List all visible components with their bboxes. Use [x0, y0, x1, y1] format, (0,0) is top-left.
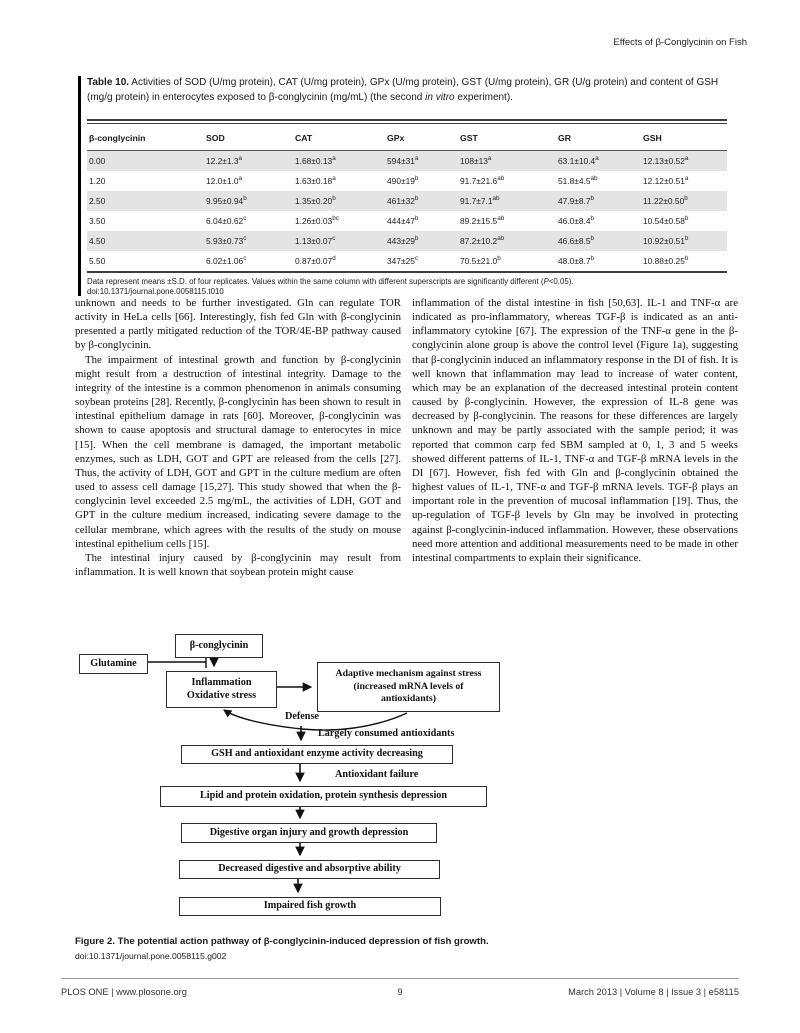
table-footnote: Data represent means ±S.D. of four replicates. Values within the same column with different superscripts are significantly different (P<0.05). [87, 277, 574, 286]
col-header-dose: β-conglycinin [87, 124, 204, 151]
paragraph: unknown and needs to be further investigated. Gln can regulate TOR activity in HeLa cells [66]. Interestingly, fish fed Gln with β-conglycinin presented a partly mitigated reduction of the TOR/4E-BP pathway caused by β-conglycinin. [75, 297, 401, 352]
box-glutamine: Glutamine [79, 654, 148, 674]
paragraph: The impairment of intestinal growth and function by β-conglycinin might result from a destruction of intestinal integrity. Damage to the integrity of the intestine is a common phenomenon in animals consuming soybean proteins [28]. Recently, β-conglycinin has been shown to result in intestinal epithelium damage in rats [60]. Moreover, β-conglycinin was shown to cause apoptosis and structural damage to enterocytes in mice [15]. When the cell membrane is damaged, the important metabolic enzymes, such as LDH, GOT and GPT are released from the cells [27]. Thus, the activity of LDH, GOT and GPT in the culture medium are often used to assess cell damage [15,27]. This study showed that when the β-conglycinin level exceeded 2.5 mg/mL, the activities of LDH, GOT and GPT in the culture medium increased, indicating severe damage to the cellular membrane, which agrees with the results of the study on mouse intestinal epithelium cells [15]. [75, 353, 401, 550]
figure-doi: doi:10.1371/journal.pone.0058115.g002 [75, 951, 227, 961]
box-inflammation-oxidative-stress: Inflammation Oxidative stress [166, 671, 277, 708]
col-header-gst: GST [458, 124, 556, 151]
table-doi: doi:10.1371/journal.pone.0058115.t010 [87, 286, 224, 296]
label-largely-consumed-antioxidants: Largely consumed antioxidants [318, 728, 455, 739]
table-row: 5.50 6.02±1.06$^c$ 0.87±0.07$^d$ $347\pm 25^c$ 70.5±21.0$^b$ 48.0±8.7$^b$ 10.88±0.25$^b$ [89, 255, 689, 266]
box-decreased-digestive-ability: Decreased digestive and absorptive ability [179, 860, 440, 879]
box-digestive-organ-injury: Digestive organ injury and growth depression [181, 823, 437, 843]
table-row: 3.50 6.04±0.62$^c$ 1.26±0.03$^{bc}$ $444\pm 47^b$ 89.2±15.5$^{ab}$ 46.0±8.4$^b$ 10.54±0.58$^b$ [89, 215, 689, 226]
col-header-gpx: GPx [385, 124, 458, 151]
col-header-gsh: GSH [641, 124, 727, 151]
label-antioxidant-failure: Antioxidant failure [335, 769, 419, 780]
table-row: 1.20 12.0±1.0$^a$ 1.63±0.18$^a$ $490\pm 19^b$ 91.7±21.6$^{ab}$ 51.8±4.5$^{ab}$ 12.12±0.51$^a$ [89, 175, 689, 186]
footer-rule [61, 978, 739, 979]
issue-info: March 2013 | Volume 8 | Issue 3 | e58115 [568, 987, 739, 997]
box-adaptive-mechanism: Adaptive mechanism against stress (increased mRNA levels of antioxidants) [317, 662, 500, 712]
box-impaired-fish-growth: Impaired fish growth [179, 897, 441, 916]
col-header-gr: GR [556, 124, 641, 151]
paragraph: The intestinal injury caused by β-conglycinin may result from inflammation. It is well known that soybean protein might cause [75, 551, 401, 578]
page-footer [61, 987, 739, 997]
page-number: 9 [397, 987, 403, 997]
col-header-cat: CAT [293, 124, 385, 151]
table-row: 4.50 5.93±0.73$^c$ 1.13±0.07$^c$ $443\pm 29^b$ 87.2±10.2$^{ab}$ 46.6±8.5$^b$ 10.92±0.51$^b$ [87, 231, 727, 251]
table-10-block [78, 76, 739, 296]
figure-2-flowchart [0, 625, 800, 925]
body-column-left [75, 296, 401, 579]
table-label: Table 10. [87, 77, 130, 88]
table-bottom-rule [87, 271, 727, 273]
table-header-row [87, 124, 727, 151]
table-row: 0.00 12.2±1.3$^a$ 1.68±0.13$^a$ $594\pm 31^a$ $108\pm 13^a$ 63.1±10.4$^a$ 12.13±0.52$^a$ [87, 151, 727, 172]
body-text [75, 296, 738, 579]
box-bconglycinin: β-conglycinin [175, 634, 263, 658]
journal-name: PLOS ONE | www.plosone.org [61, 987, 187, 997]
table-row: 2.50 9.95±0.94$^b$ 1.35±0.20$^b$ $461\pm 32^b$ 91.7±7.1$^{ab}$ 47.9±8.7$^b$ 11.22±0.50$^b$ [87, 191, 727, 211]
running-title: Effects of β-Conglycinin on Fish [613, 37, 747, 48]
data-table [87, 124, 727, 271]
box-gsh-decreasing: GSH and antioxidant enzyme activity decreasing [181, 745, 453, 764]
body-column-right [412, 296, 738, 579]
table-caption: Table 10. Activities of SOD (U/mg protein), CAT (U/mg protein), GPx (U/mg protein), GST (U/mg protein), GR (U/g protein) and content of GSH (mg/g protein) in enterocytes exposed to β-conglycinin (mg/mL) (the second in vitro experiment). [87, 77, 719, 103]
box-lipid-protein-oxidation: Lipid and protein oxidation, protein synthesis depression [160, 786, 487, 807]
figure-caption: Figure 2. The potential action pathway of β-conglycinin-induced depression of fish growth. doi:10.1371/journal.pone.0058115.g002 [75, 936, 730, 962]
paragraph: inflammation of the distal intestine in fish [50,63]. IL-1 and TNF-α are indicated as pro-inflammatory, whereas TGF-β is indicated as an anti-inflammatory cytokine [67]. The expression of the TNF-α gene in the β-conglycinin alone group is above the control level (Figure 1a), suggesting that β-conglycinin induced an inflammatory response in the DI of fish. It is well known that inflammation may lead to increase of water content, which may be an explanation of the decreased intestinal protein content caused by β-conglycinin. However, the expression of IL-8 gene was decreased by β-conglycinin. The reasons for these differences are largely unknown and may be partly associated with the sample period; it was reported that common carp fed SBM sampled at 0, 1, 3 and 5 weeks showed different patterns of IL-1, TNF-α and TGF-β mRNA levels in the DI [67]. However, fish fed with Gln and β-conglycinin obtained the highest values of IL-1, TNF-α and TGF-β mRNA levels. TGF-β plays an important role in the prevention of mucosal inflammation [19]. Thus, the up-regulation of TGF-β levels by Gln may be involved in protecting against β-conglycinin-induced inflammation. However, these observations need more attention and additional measurements need to be made in other intestinal compartments to explain their significance. [412, 297, 738, 564]
col-header-sod: SOD [204, 124, 293, 151]
label-defense: Defense [285, 711, 319, 722]
